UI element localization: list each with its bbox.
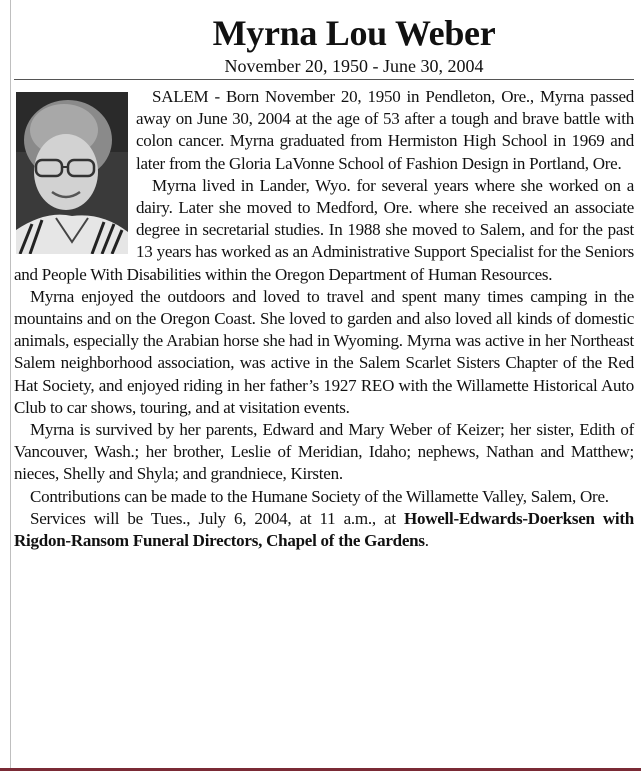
obituary-body (14, 80, 634, 552)
paragraph-career: Myrna lived in Lander, Wyo. for several years where she worked on a dairy. Later she moved to Medford, Ore. where she received an associate degree in secretarial studies. In 1988 she moved to Salem, and for the past 13 years has worked as an Administrative Support Specialist for the Seniors and People With Disabilities within the Oregon Department of Human Resources. (14, 175, 634, 284)
obituary-headline: Myrna Lou Weber (212, 13, 496, 53)
services-end: . (424, 531, 429, 551)
services-location: Howell-Edwards-Doerksen with Rigdon-Ransom Funeral Directors, Chapel of the Gardens (14, 508, 634, 551)
portrait-photo (16, 92, 128, 254)
paragraph-contributions: Contributions can be made to the Humane Society of the Willamette Valley, Salem, Ore. (30, 486, 609, 506)
obituary-dates: November 20, 1950 - June 30, 2004 (224, 56, 484, 76)
clipping-edge (10, 0, 11, 771)
paragraph-interests: Myrna enjoyed the outdoors and loved to travel and spent many times camping in the mountains and on the Oregon Coast. She loved to garden and also loved all kinds of domestic animals, especially the Arabian horse she had in Wyoming. Myrna was active in her Northeast Salem neighborhood association, was active in the Salem Scarlet Sisters Chapter of the Red Hat Society, and enjoyed riding in her father’s 1927 REO with the Willamette Historical Auto Club to car shows, touring, and at visitation events. (14, 286, 634, 417)
obituary-article (14, 12, 634, 552)
portrait-photo-image (16, 92, 128, 254)
paragraph-survivors: Myrna is survived by her parents, Edward and Mary Weber of Keizer; her sister, Edith of Vancouver, Wash.; her brother, Leslie of Meridian, Idaho; nephews, Nathan and Matthew; nieces, Shelly and Shyla; and grandniece, Kirsten. (14, 420, 634, 484)
paragraph-birth: SALEM - Born November 20, 1950 in Pendleton, Ore., Myrna passed away on June 30, 2004 at the age of 53 after a tough and brave battle with colon cancer. Myrna graduated from Hermiston High School in 1969 and later from the Gloria LaVonne School of Fashion Design in Portland, Ore. (136, 87, 634, 173)
services-intro: Services will be Tues., July 6, 2004, at 11 a.m., at (30, 508, 404, 528)
paragraph-services (14, 508, 634, 552)
